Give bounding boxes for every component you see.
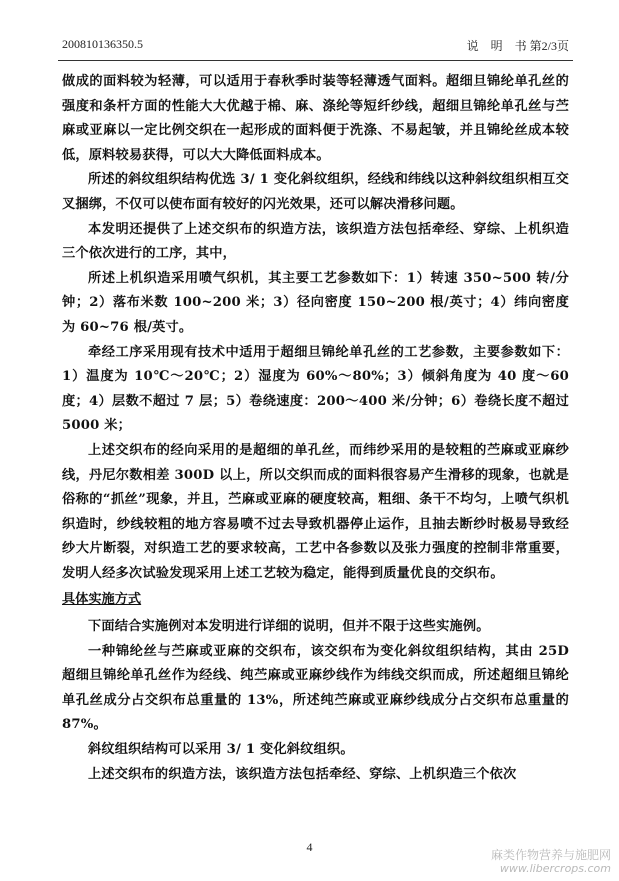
paragraph-2: 所述的斜纹组织结构优选 3/ 1 变化斜纹组织，经线和纬线以这种斜纹组织相互交叉捆绑，不仅可以使布面有较好的闪光效果，还可以解决滑移问题。 [62,172,569,212]
document-type-label: 说 明 书 [466,39,527,53]
header-page-label: 第2/3页 [529,39,569,53]
watermark-site-name: 麻类作物营养与施肥网 [490,848,611,862]
site-watermark [491,848,611,876]
paragraph-4: 所述上机织造采用喷气织机，其主要工艺参数如下：1）转速 350~500 转/分钟；2）落布米数 100~200 米；3）径向密度 150~200 根/英寸；4）纬向密度为 60~76 根/英寸。 [62,270,569,335]
patent-application-number: 200810136350.5 [62,37,143,51]
header-divider [58,60,573,61]
paragraph-8: 一种锦纶丝与苎麻或亚麻的交织布，该交织布为变化斜纹组织结构，其由 25D 超细旦锦纶单孔丝作为经线、纯苎麻或亚麻纱线作为纬线交织而成，所述超细旦锦纶单孔丝成分占交织布总重量的 13%，所述纯苎麻或亚麻纱线成分占交织布总重量的 87%。 [62,643,569,733]
watermark-url: www.libercrops.com [499,862,611,875]
section-heading: 具体实施方式 [62,592,142,608]
page-number: 4 [306,840,313,854]
header-right-group [467,37,569,54]
paragraph-5: 牵经工序采用现有技术中适用于超细旦锦纶单孔丝的工艺参数，主要参数如下：1）温度为 10℃～20℃；2）湿度为 60%～80%；3）倾斜角度为 40 度～60 度；4）层数不超过 7 层；5）卷绕速度：200～400 米/分钟；6）卷绕长度不超过 5000 米； [62,344,569,434]
paragraph-6: 上述交织布的经向采用的是超细的单孔丝，而纬纱采用的是较粗的苎麻或亚麻纱线，丹尼尔数相差 300D 以上，所以交织而成的面料很容易产生滑移的现象，也就是俗称的“抓丝”现象，并且，苎麻或亚麻的硬度较高，粗细、条干不均匀，上喷气织机织造时，纱线较粗的地方容易喷不过去导致机器停止运作，且抽去断纱时极易导致经纱大片断裂，对织造工艺的要求较高，工艺中各参数以及张力强度的控制非常重要，发明人经多次试验发现采用上述工艺较为稳定，能得到质量优良的交织布。 [62,442,569,581]
paragraph-10: 上述交织布的织造方法，该织造方法包括牵经、穿综、上机织造三个依次 [88,766,517,782]
document-body [62,70,569,787]
page-header [62,37,569,55]
paragraph-9: 斜纹组织结构可以采用 3/ 1 变化斜纹组织。 [88,742,354,758]
paragraph-1: 做成的面料较为轻薄，可以适用于春秋季时装等轻薄透气面料。超细旦锦纶单孔丝的强度和条杆方面的性能大大优越于棉、麻、涤纶等短纤纱线，超细旦锦纶单孔丝与苎麻或亚麻以一定比例交织在一起形成的面料便于洗涤、不易起皱，并且锦纶丝成本较低，原料较易获得，可以大大降低面料成本。 [62,74,569,163]
paragraph-3: 本发明还提供了上述交织布的织造方法，该织造方法包括牵经、穿综、上机织造三个依次进行的工序，其中， [62,221,569,262]
paragraph-7: 下面结合实施例对本发明进行详细的说明，但并不限于这些实施例。 [88,619,490,635]
